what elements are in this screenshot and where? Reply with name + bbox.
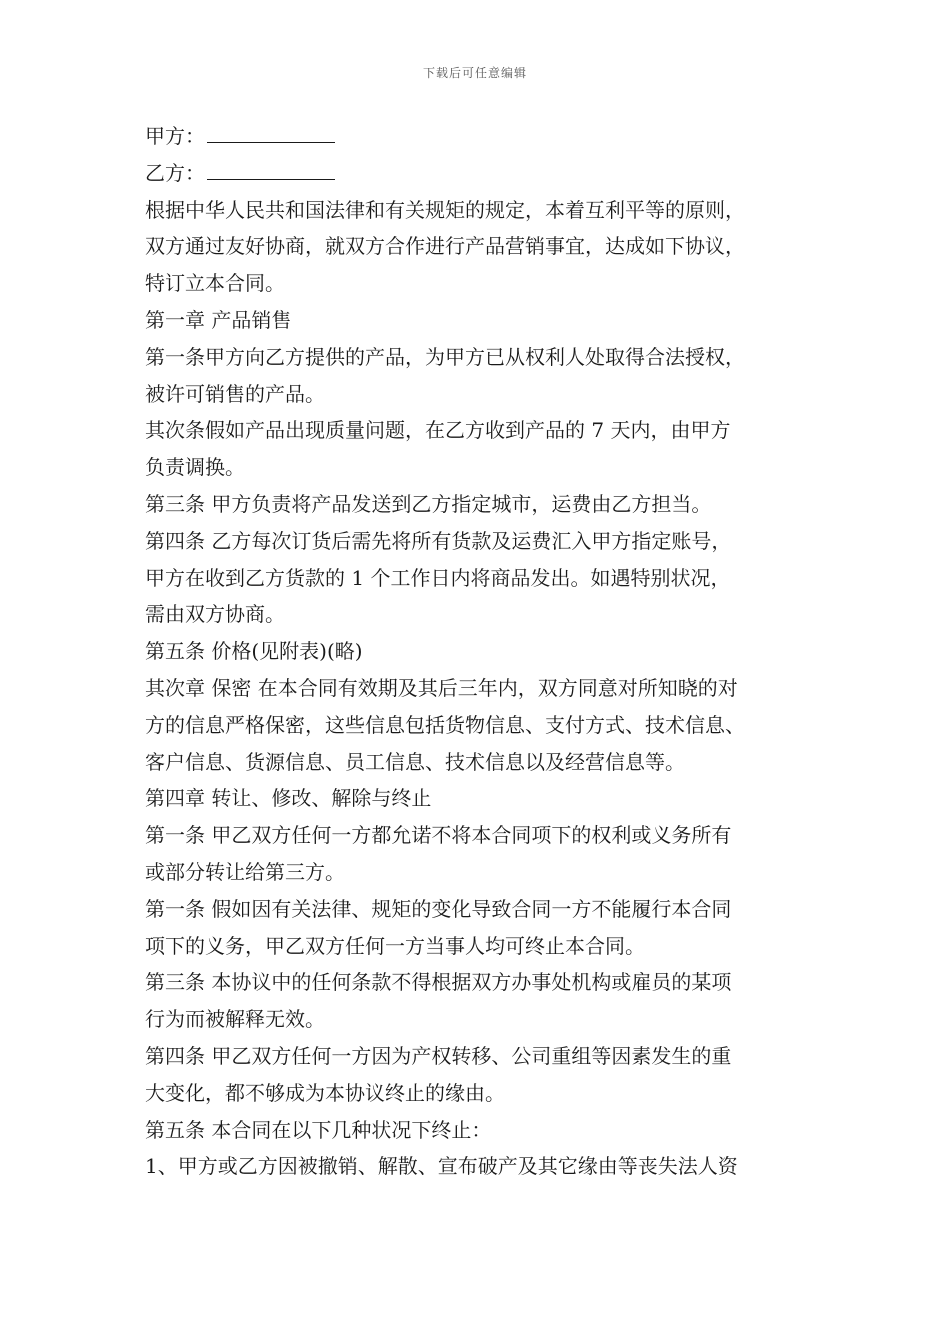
text-line: 特订立本合同。 — [145, 271, 285, 296]
text-line: 甲方在收到乙方货款的 1 个工作日内将商品发出。如遇特别状况， — [145, 565, 731, 590]
party-a-blank — [207, 124, 335, 143]
text-line: 第五条 价格(见附表)(略) — [145, 639, 363, 664]
text-line: 1、甲方或乙方因被撤销、解散、宣布破产及其它缘由等丧失法人资 — [145, 1154, 738, 1179]
text-line: 其次章 保密 在本合同有效期及其后三年内，双方同意对所知晓的对 — [145, 675, 738, 700]
party-b-blank — [207, 161, 335, 180]
page-header: 下载后可任意编辑 — [422, 66, 527, 80]
text-line: 需由双方协商。 — [145, 602, 285, 627]
text-line: 第一条 甲乙双方任何一方都允诺不将本合同项下的权利或义务所有 — [145, 823, 732, 848]
text-line: 项下的义务，甲乙双方任何一方当事人均可终止本合同。 — [145, 933, 645, 958]
text-line: 第一条 假如因有关法律、规矩的变化导致合同一方不能履行本合同 — [145, 896, 732, 921]
party-b-label: 乙方： — [145, 160, 205, 185]
party-a-line — [145, 118, 835, 155]
text-line: 行为而被解释无效。 — [145, 1007, 325, 1032]
text-line: 被许可销售的产品。 — [145, 381, 325, 406]
text-line: 第四条 甲乙双方任何一方因为产权转移、公司重组等因素发生的重 — [145, 1043, 732, 1068]
text-line: 负责调换。 — [145, 455, 245, 480]
text-line: 第三条 甲方负责将产品发送到乙方指定城市，运费由乙方担当。 — [145, 491, 712, 516]
text-line: 客户信息、货源信息、员工信息、技术信息以及经营信息等。 — [145, 749, 685, 774]
text-line: 其次条假如产品出现质量问题，在乙方收到产品的 7 天内，由甲方 — [145, 418, 731, 443]
text-line: 第三条 本协议中的任何条款不得根据双方办事处机构或雇员的某项 — [145, 970, 732, 995]
party-b-line — [145, 155, 835, 192]
text-line: 第五条 本合同在以下几种状况下终止： — [145, 1117, 492, 1142]
text-line: 或部分转让给第三方。 — [145, 859, 345, 884]
text-line: 第一条甲方向乙方提供的产品，为甲方已从权利人处取得合法授权， — [145, 344, 745, 369]
text-line: 双方通过友好协商，就双方合作进行产品营销事宜，达成如下协议， — [145, 234, 745, 259]
text-line: 根据中华人民共和国法律和有关规矩的规定，本着互利平等的原则， — [145, 197, 745, 222]
text-line: 大变化，都不够成为本协议终止的缘由。 — [145, 1080, 505, 1105]
text-line: 方的信息严格保密，这些信息包括货物信息、支付方式、技术信息、 — [145, 712, 745, 737]
text-line: 第四条 乙方每次订货后需先将所有货款及运费汇入甲方指定账号， — [145, 528, 732, 553]
party-a-label: 甲方： — [145, 124, 205, 148]
chapter-heading: 第一章 产品销售 — [145, 307, 292, 332]
document-body — [145, 118, 835, 1185]
chapter-heading: 第四章 转让、修改、解除与终止 — [145, 786, 432, 811]
